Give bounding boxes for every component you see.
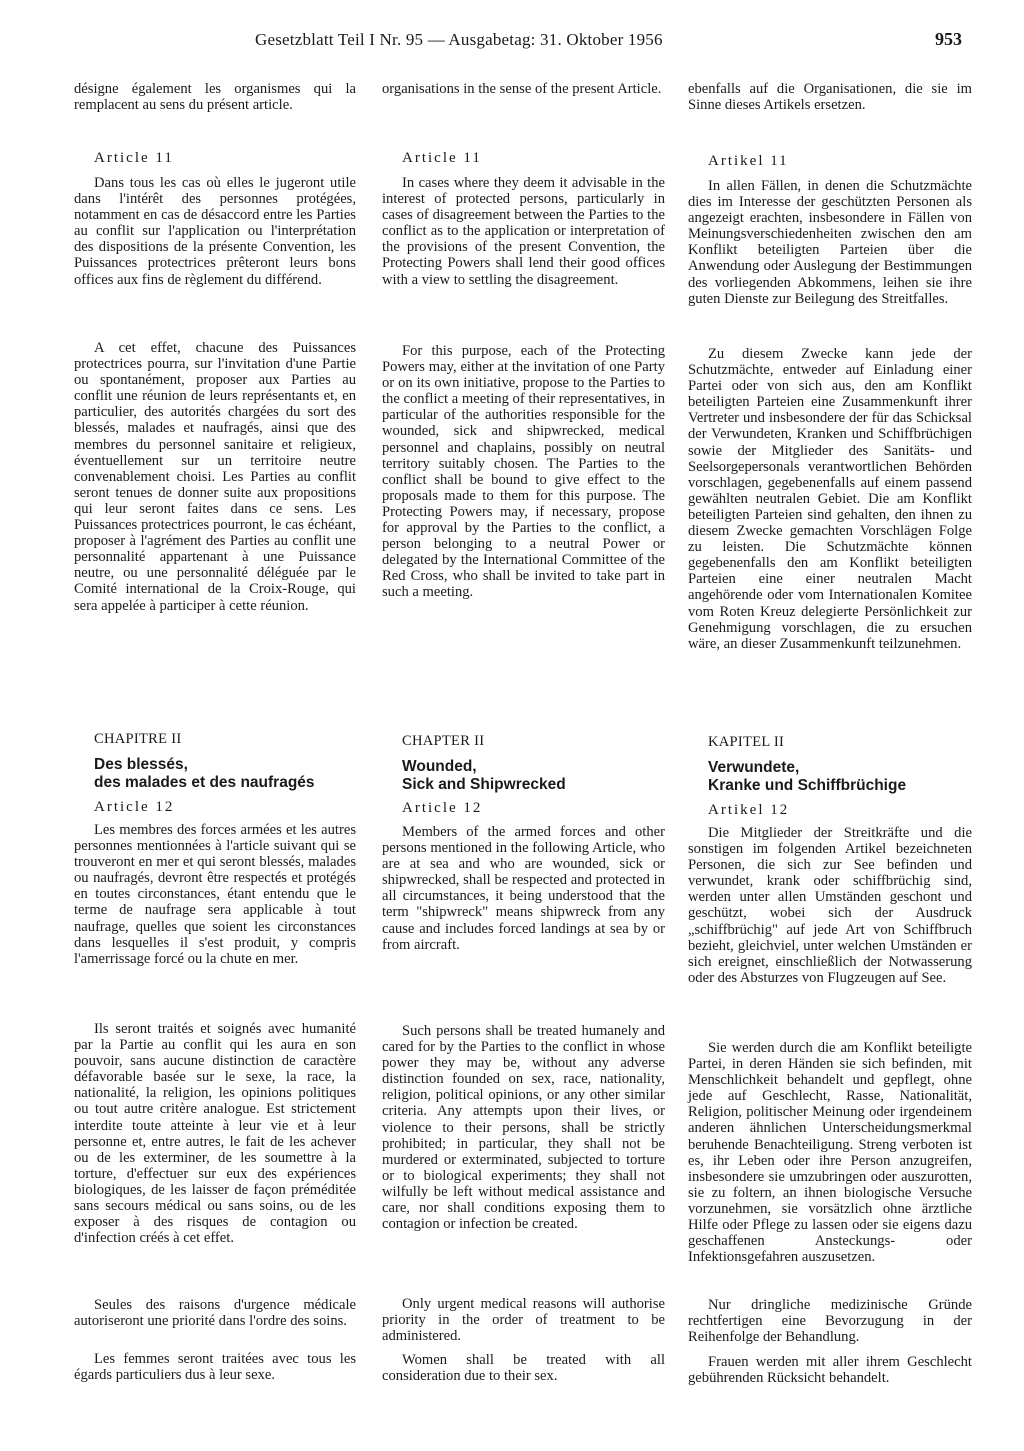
article-12-paragraph: Sie werden durch die am Konflikt beteiligte Partei, in deren Händen sie sich befinden, mit Menschlichkeit behandelt und gepflegt, ohne jede auf Geschlecht, Rasse, Nationalität, Religion, politischer Meinung oder irgendeinem anderen ähnlichen Unterscheidungsmerkmal beruhende Benachteiligung. Streng verboten ist es, ihr Leben oder ihre Person anzugreifen, insbesondere sie umzubringen oder auszurotten, sie zu foltern, an ihnen biologische Versuche vorzunehmen, sie vorsätzlich ohne ärztliche Hilfe oder Pflege zu lassen oder sie eigens dazu geschaffenen Ansteckungs- oder Infektionsgefahren auszusetzen. [688, 1040, 972, 1266]
chapter-title: des malades et des naufragés [94, 774, 315, 791]
article-12-paragraph: Women shall be treated with all consideration due to their sex. [382, 1352, 665, 1385]
article-12-paragraph: Seules des raisons d'urgence médicale autoriseront une priorité dans l'ordre des soins. [74, 1297, 356, 1330]
article-11-paragraph: A cet effet, chacune des Puissances protectrices pourra, sur l'invitation d'une Partie ou spontanément, proposer aux Parties au conflit une réunion de leurs représentants et, en particulier, des autorités chargées du sort des blessés, malades et naufragés, ainsi que des membres du personnel sanitaire et religieux, éventuellement sur un territoire neutre convenablement choisi. Les Parties au conflit seront tenues de donner suite aux propositions qui leur seront faites dans ce sens. Les Puissances protectrices pourront, le cas échéant, proposer à l'agrément des Parties au conflit une personnalité appartenant à une Puissance neutre, ou une personnalité déléguée par le Comité international de la Croix-Rouge, qui sera appelée à participer à cette réunion. [74, 340, 356, 614]
chapter-title: Sick and Shipwrecked [402, 776, 566, 793]
article-12-paragraph: Die Mitglieder der Streitkräfte und die sonstigen im folgenden Artikel bezeichneten Personen, die sich zur See befinden und verwundet, krank oder schiffbrüchig sind, werden unter allen Umständen geschont und geschützt, wobei sich der Ausdruck „schiffbrüchig" auf jede Art von Schiffbruch bezieht, gleichviel, unter welchen Umständen er sich ereignet, einschließlich der Notwasserung oder des Absturzes von Flugzeugen auf See. [688, 825, 972, 986]
chapter-label: CHAPITRE II [94, 731, 182, 747]
german-column [688, 0, 972, 1451]
continuation-text: organisations in the sense of the present Article. [382, 81, 662, 97]
continuation-text: ebenfalls auf die Organisationen, die sie im Sinne dieses Artikels ersetzen. [688, 81, 972, 114]
article-12-title: Artikel 12 [708, 802, 790, 818]
article-12-paragraph: Only urgent medical reasons will authorise priority in the order of treatment to be administered. [382, 1296, 665, 1345]
article-12-paragraph: Les membres des forces armées et les autres personnes mentionnées à l'article suivant qui se trouveront en mer et qui seront blessés, malades ou naufragés, devront être respectés et protégés en toutes circonstances, étant entendu que le terme de naufrage sera applicable à tout naufrage, quelles que soient les circonstances dans lesquelles il s'est produit, y compris l'amerrissage forcé ou la chute en mer. [74, 822, 356, 967]
english-column [382, 0, 665, 1451]
chapter-label: KAPITEL II [708, 734, 785, 750]
article-11-paragraph: In cases where they deem it advisable in the interest of protected persons, particularly in cases of disagreement between the Parties to the conflict as to the application or interpretation of the provisions of the present Convention, the Protecting Powers shall lend their good offices with a view to settling the disagreement. [382, 175, 665, 288]
article-11-paragraph: In allen Fällen, in denen die Schutzmächte dies im Interesse der geschützten Personen als angezeigt erachten, insbesondere in Fällen von Meinungsverschiedenheiten zwischen den am Konflikt beteiligten Parteien über die Anwendung oder Auslegung der Bestimmungen des vorliegenden Abkommens, leihen sie ihre guten Dienste zur Beilegung des Streitfalles. [688, 178, 972, 307]
chapter-title: Wounded, [402, 758, 477, 775]
article-12-paragraph: Such persons shall be treated humanely and cared for by the Parties to the conflict in whose power they may be, without any adverse distinction founded on sex, race, nationality, religion, political opinions, or any other similar criteria. Any attempts upon their lives, or violence to their persons, shall be strictly prohibited; in particular, they shall not be murdered or exterminated, subjected to torture or to biological experiments; they shall not wilfully be left without medical assistance and care, nor shall conditions exposing them to contagion or infection be created. [382, 1023, 665, 1233]
article-11-paragraph: Dans tous les cas où elles le jugeront utile dans l'intérêt des personnes protégées, notamment en cas de désaccord entre les Parties au conflit sur l'application ou l'interprétation des dispositions de la présente Convention, les Puissances protectrices prêteront leurs bons offices aux fins de règlement du différend. [74, 175, 356, 288]
article-11-paragraph: For this purpose, each of the Protecting Powers may, either at the invitation of one Party or on its own initiative, propose to the Parties to the conflict a meeting of their representatives, in particular of the authorities responsible for the wounded, sick and shipwrecked, medical personnel and chaplains, possibly on neutral territory suitably chosen. The Parties to the conflict shall be bound to give effect to the proposals made to them for this purpose. The Protecting Powers may, if necessary, propose for approval by the Parties to the conflict, a person belonging to a neutral Power or delegated by the International Committee of the Red Cross, who shall be invited to take part in such a meeting. [382, 343, 665, 601]
chapter-label: CHAPTER II [402, 733, 485, 749]
article-12-paragraph: Ils seront traités et soignés avec humanité par la Partie au conflit qui les aura en son pouvoir, sans aucune distinction de caractère défavorable basée sur le sexe, la race, la nationalité, la religion, les opinions politiques ou tout autre critère analogue. Est strictement interdite toute atteinte à leur vie et à leur personne et, entre autres, le fait de les achever ou de les exterminer, de les soumettre à la torture, d'effectuer sur eux des expériences biologiques, de les laisser de façon préméditée sans secours médical ou sans soins, ou de les exposer à des risques de contagion ou d'infection créés à cet effet. [74, 1021, 356, 1247]
article-12-paragraph: Nur dringliche medizinische Gründe rechtfertigen eine Bevorzugung in der Reihenfolge der Behandlung. [688, 1297, 972, 1346]
french-column [74, 0, 356, 1451]
page-number: 953 [935, 29, 962, 49]
continuation-text: désigne également les organismes qui la remplacent au sens du présent article. [74, 81, 356, 114]
article-11-paragraph: Zu diesem Zwecke kann jede der Schutzmächte, entweder auf Einladung einer Partei oder von sich aus, den am Konflikt beteiligten Parteien eine Zusammenkunft ihrer Vertreter und insbesondere der für das Schicksal der Verwundeten, Kranken und Schiffbrüchigen sowie der Mitglieder des Sanitäts- und Seelsorgepersonals verantwortlichen Behörden vorschlagen, gegebenenfalls auf einem passend gewählten neutralen Gebiet. Die am Konflikt beteiligten Parteien sind gehalten, den ihnen zu diesem Zwecke gemachten Vorschlägen Folge zu leisten. Die Schutzmächte können gegebenenfalls den am Konflikt beteiligten Parteien eine einer neutralen Macht angehörende oder vom Internationalen Komitee vom Roten Kreuz delegierte Persönlichkeit zur Genehmigung vorschlagen, die zu ersuchen wäre, an dieser Zusammenkunft teilzunehmen. [688, 346, 972, 652]
article-12-paragraph: Members of the armed forces and other persons mentioned in the following Article, who are at sea and who are wounded, sick or shipwrecked, shall be respected and protected in all circumstances, it being understood that the term "shipwreck" means shipwreck from any cause and includes forced landings at sea by or from aircraft. [382, 824, 665, 953]
article-12-paragraph: Les femmes seront traitées avec tous les égards particuliers dus à leur sexe. [74, 1351, 356, 1384]
article-11-title: Article 11 [94, 150, 174, 166]
article-12-title: Article 12 [402, 800, 483, 816]
chapter-title: Verwundete, [708, 759, 800, 776]
article-12-title: Article 12 [94, 799, 175, 815]
chapter-title: Des blessés, [94, 756, 188, 773]
gazette-title: Gesetzblatt Teil I Nr. 95 — Ausgabetag: 31. Oktober 1956 [255, 30, 663, 49]
article-12-paragraph: Frauen werden mit aller ihrem Geschlecht gebührenden Rücksicht behandelt. [688, 1354, 972, 1387]
article-11-title: Article 11 [402, 150, 482, 166]
article-11-title: Artikel 11 [708, 153, 789, 169]
chapter-title: Kranke und Schiffbrüchige [708, 777, 907, 794]
